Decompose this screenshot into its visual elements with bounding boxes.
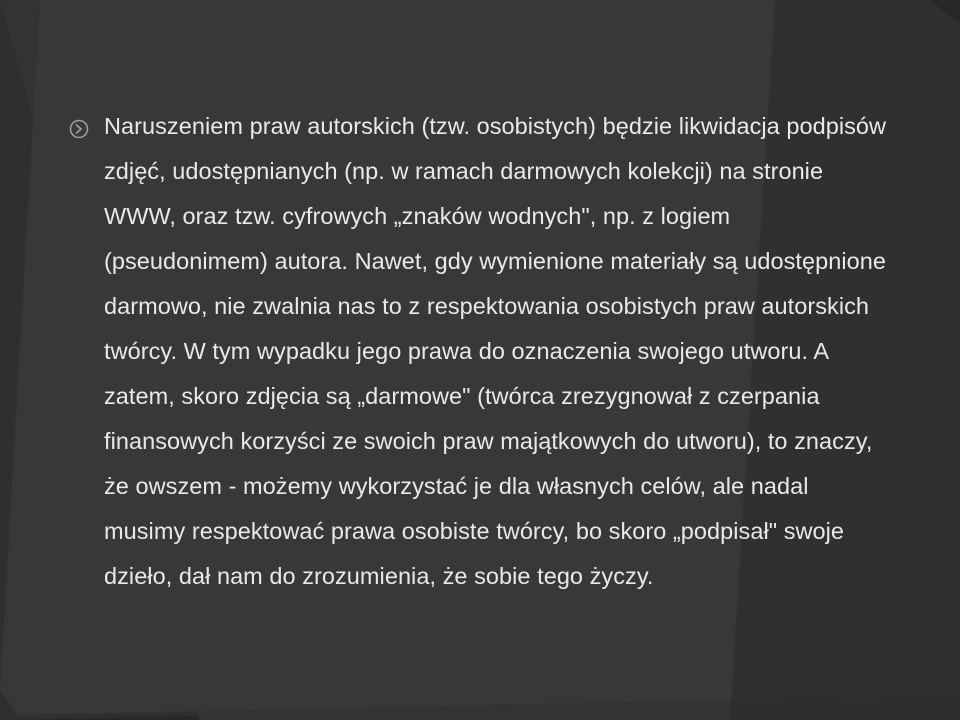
slide-content — [68, 104, 888, 599]
circle-chevron-icon — [68, 118, 90, 140]
bullet-text: Naruszeniem praw autorskich (tzw. osobistych) będzie likwidacja podpisów zdjęć, udostępnianych (np. w ramach darmowych kolekcji) na stronie WWW, oraz tzw. cyfrowych „znaków wodnych", np. z logiem (pseudonimem) autora. Nawet, gdy wymienione materiały są udostępnione darmowo, nie zwalnia nas to z respektowania osobistych praw autorskich twórcy. W tym wypadku jego prawa do oznaczenia swojego utworu. A zatem, skoro zdjęcia są „darmowe" (twórca zrezygnował z czerpania finansowych korzyści ze swoich praw majątkowych do utworu), to znaczy, że owszem - możemy wykorzystać je dla własnych celów, ale nadal musimy respektować prawa osobiste twórcy, bo skoro „podpisał" swoje dzieło, dał nam do zrozumienia, że sobie tego życzy. — [104, 113, 887, 589]
bullet-item — [68, 104, 888, 599]
